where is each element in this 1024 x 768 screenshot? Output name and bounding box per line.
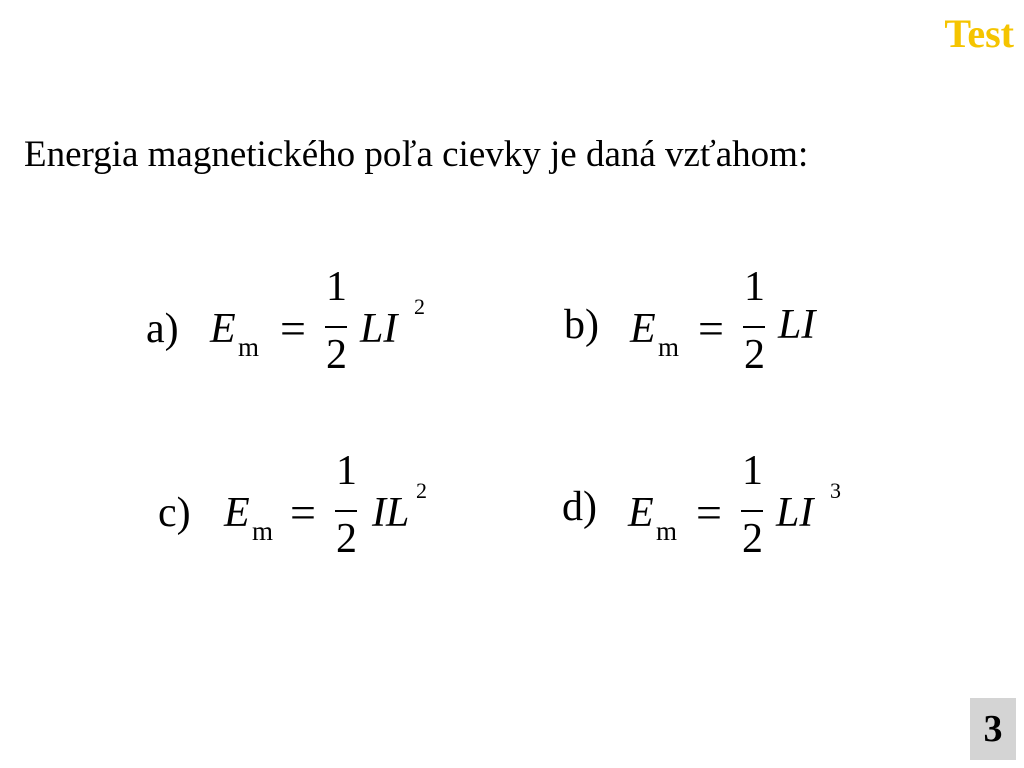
question-text: Energia magnetického poľa cievky je daná vzťahom: (24, 134, 809, 175)
option-label: c) (158, 490, 191, 536)
test-badge: Test (944, 11, 1014, 56)
energy-subscript: m (252, 516, 274, 546)
formula-variables: LI (360, 306, 398, 352)
formula-variables: LI (778, 302, 816, 348)
fraction-denominator: 2 (336, 516, 357, 562)
fraction-bar (335, 510, 357, 512)
equals-sign: = (696, 487, 722, 538)
fraction-numerator: 1 (336, 448, 357, 494)
option-a[interactable] (146, 264, 446, 384)
fraction-bar (743, 326, 765, 328)
formula-variables: LI (776, 490, 814, 536)
fraction-numerator: 1 (742, 448, 763, 494)
fraction-numerator: 1 (744, 264, 765, 310)
formula-exponent: 3 (830, 478, 841, 503)
option-c[interactable] (158, 448, 458, 568)
energy-symbol: E (224, 490, 250, 536)
energy-subscript: m (658, 332, 680, 362)
fraction-bar (741, 510, 763, 512)
formula-exponent: 2 (414, 294, 425, 319)
fraction-denominator: 2 (744, 332, 765, 378)
energy-symbol: E (630, 306, 656, 352)
option-b[interactable] (564, 264, 864, 384)
equals-sign: = (698, 303, 724, 354)
energy-symbol: E (210, 306, 236, 352)
fraction-denominator: 2 (742, 516, 763, 562)
option-d[interactable] (562, 448, 862, 568)
energy-subscript: m (238, 332, 260, 362)
page-number: 3 (970, 698, 1016, 760)
equals-sign: = (290, 487, 316, 538)
formula-exponent: 2 (416, 478, 427, 503)
equals-sign: = (280, 303, 306, 354)
formula-variables: IL (372, 490, 410, 536)
option-label: a) (146, 306, 179, 352)
fraction-bar (325, 326, 347, 328)
option-label: d) (562, 484, 597, 530)
option-label: b) (564, 302, 599, 348)
fraction-denominator: 2 (326, 332, 347, 378)
energy-subscript: m (656, 516, 678, 546)
energy-symbol: E (628, 490, 654, 536)
fraction-numerator: 1 (326, 264, 347, 310)
